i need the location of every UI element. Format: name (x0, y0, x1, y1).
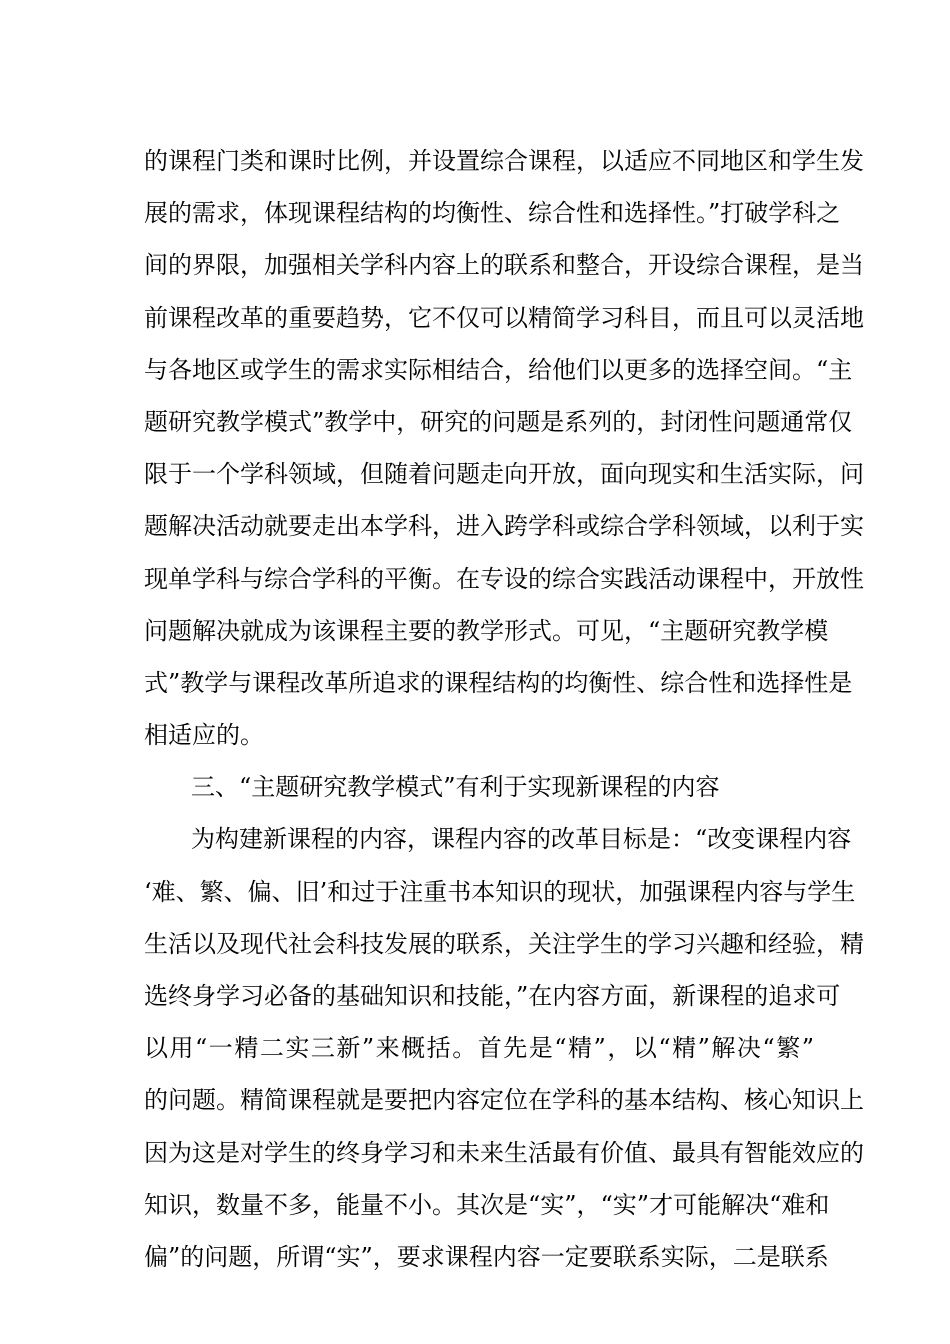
section-heading: 三、“主题研究教学模式”有利于实现新课程的内容 (191, 773, 720, 802)
text-line: 间的界限，加强相关学科内容上的联系和整合，开设综合课程，是当 (144, 251, 864, 280)
text-line: 为构建新课程的内容，课程内容的改革目标是：“改变课程内容 (191, 825, 852, 854)
text-line: 题解决活动就要走出本学科，进入跨学科或综合学科领域，以利于实 (144, 512, 864, 541)
text-line: 与各地区或学生的需求实际相结合，给他们以更多的选择空间。“主 (144, 355, 853, 384)
body-text (144, 135, 864, 1283)
text-line: ‘难、繁、偏、旧’和过于注重书本知识的现状，加强课程内容与学生 (144, 877, 856, 906)
text-line: 以用“一精二实三新”来概括。首先是“精”，以“精”解决“繁” (144, 1034, 814, 1063)
text-line: 限于一个学科领域，但随着问题走向开放，面向现实和生活实际，问 (144, 460, 864, 489)
text-line: 展的需求，体现课程结构的均衡性、综合性和选择性。”打破学科之 (144, 199, 841, 228)
text-line: 生活以及现代社会科技发展的联系，关注学生的学习兴趣和经验，精 (144, 929, 864, 958)
text-line: 题研究教学模式”教学中，研究的问题是系列的，封闭性问题通常仅 (144, 407, 853, 436)
text-line: 相适应的。 (144, 721, 264, 750)
text-line: 选终身学习必备的基础知识和技能，”在内容方面，新课程的追求可 (144, 982, 841, 1010)
text-line: 的问题。精简课程就是要把内容定位在学科的基本结构、核心知识上 (144, 1086, 864, 1115)
text-line: 因为这是对学生的终身学习和未来生活最有价值、最具有智能效应的 (144, 1138, 864, 1167)
text-line: 知识，数量不多，能量不小。其次是“实”，“实”才可能解决“难和 (144, 1190, 830, 1219)
text-line: 问题解决就成为该课程主要的教学形式。可见，“主题研究教学模 (144, 616, 829, 645)
text-line: 式”教学与课程改革所追求的课程结构的均衡性、综合性和选择性是 (144, 668, 853, 697)
text-line: 前课程改革的重要趋势，它不仅可以精简学习科目，而且可以灵活地 (144, 303, 864, 332)
text-line: 现单学科与综合学科的平衡。在专设的综合实践活动课程中，开放性 (144, 564, 864, 593)
text-line: 的课程门类和课时比例，并设置综合课程，以适应不同地区和学生发 (144, 147, 864, 175)
text-line: 偏”的问题，所谓“实”，要求课程内容一定要联系实际，二是联系 (144, 1242, 829, 1271)
